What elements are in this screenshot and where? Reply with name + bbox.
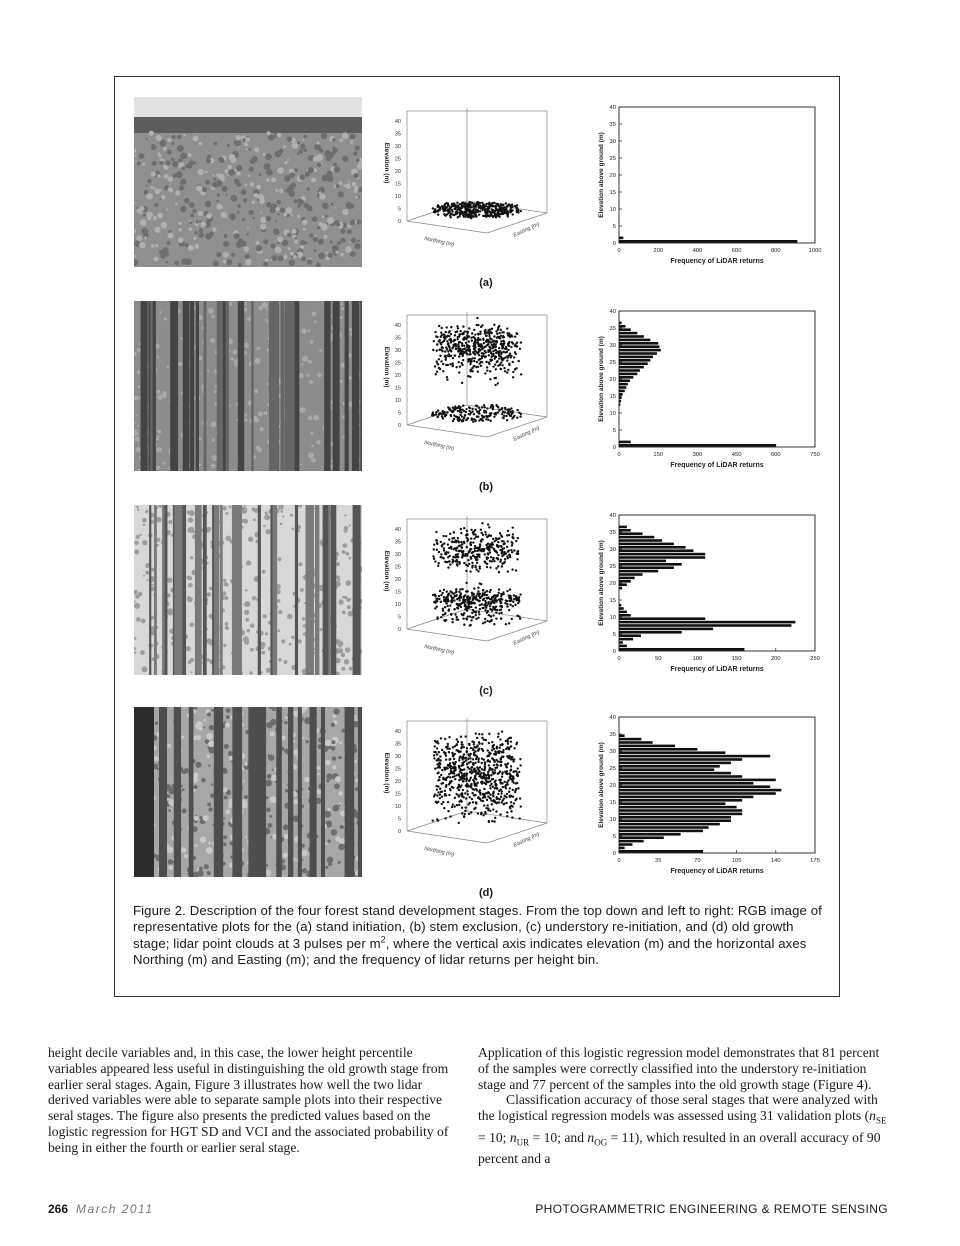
hist-x-tick: 0: [617, 656, 621, 662]
hist-x-tick: 175: [810, 858, 820, 864]
hist-bar: [619, 772, 731, 775]
hist-x-tick: 600: [731, 248, 742, 254]
hist-bar: [619, 634, 641, 637]
hist-x-label: Frequency of LiDAR returns: [670, 666, 764, 673]
hist-bar: [619, 748, 697, 751]
height-histogram: [593, 509, 823, 684]
hist-y-tick: 10: [609, 615, 616, 621]
hist-bar: [619, 570, 658, 573]
hist-y-label: Elevation above ground (m): [598, 132, 605, 218]
hist-y-tick: 15: [609, 598, 616, 604]
hist-bar: [619, 369, 640, 372]
hist-bar: [619, 580, 631, 583]
cloud-tick: 20: [394, 577, 401, 583]
hist-bar: [619, 806, 737, 809]
hist-x-tick: 0: [617, 452, 621, 458]
hist-bar: [619, 607, 624, 610]
hist-bar: [619, 782, 753, 785]
point-cloud: [377, 307, 557, 472]
hist-y-tick: 35: [609, 530, 616, 536]
hist-bar: [619, 577, 635, 580]
hist-x-tick: 600: [770, 452, 781, 458]
cloud-tick: 15: [394, 181, 401, 188]
hist-y-tick: 10: [609, 817, 616, 823]
body-left-column: [48, 1045, 463, 1156]
hist-bar: [619, 641, 623, 644]
cloud-tick: 15: [394, 589, 401, 596]
hist-bar: [619, 553, 705, 556]
hist-x-tick: 1000: [808, 248, 822, 254]
figure-2: [114, 76, 840, 997]
hist-bar: [619, 583, 627, 586]
cloud-x-label: Northing (m): [423, 439, 455, 453]
hist-bar: [619, 390, 625, 393]
hist-bar: [619, 526, 627, 529]
cloud-tick: 10: [394, 398, 401, 404]
hist-bar: [619, 755, 770, 758]
hist-bar: [619, 741, 653, 744]
hist-bar: [619, 648, 744, 651]
cloud-tick: 20: [394, 779, 401, 785]
hist-bar: [619, 758, 742, 761]
hist-x-tick: 150: [731, 656, 742, 662]
hist-bar: [619, 356, 653, 359]
cloud-tick: 30: [394, 754, 401, 760]
height-histogram: [593, 711, 823, 886]
page-footer-left: [48, 1202, 154, 1216]
stand-photo: [134, 301, 362, 471]
hist-x-tick: 100: [692, 656, 703, 662]
hist-x-tick: 35: [654, 858, 662, 864]
hist-bar: [619, 539, 662, 542]
hist-bar: [619, 843, 632, 846]
hist-bar: [619, 799, 742, 802]
hist-y-tick: 25: [609, 564, 616, 570]
cloud-tick: 35: [394, 131, 401, 138]
hist-bar: [619, 813, 742, 816]
hist-bar: [619, 779, 776, 782]
hist-x-tick: 0: [617, 858, 621, 864]
hist-y-tick: 25: [609, 766, 616, 772]
figure-caption: Figure 2. Description of the four forest stand development stages. From the top down and left to right: RGB image of representative plots for the (a) stand initiation, (b) stem exclusion, (c) understory re-initiation, and (d) old growth stage; lidar point clouds at 3 pulses per $m^2$, where the vertical axis indicates elevation (m) and the horizontal axes Northing (m) and Easting (m); and the frequency of lidar returns per height bin.: [133, 903, 822, 968]
cloud-tick: 30: [394, 552, 401, 558]
hist-bar: [619, 403, 620, 406]
hist-x-label: Frequency of LiDAR returns: [670, 868, 764, 875]
cloud-z-label: Easting (m): [512, 221, 541, 239]
hist-bar: [619, 847, 625, 850]
hist-x-tick: 50: [654, 656, 662, 662]
hist-bar: [619, 819, 731, 822]
hist-bar: [619, 566, 674, 569]
hist-bar: [619, 617, 705, 620]
hist-x-tick: 200: [770, 656, 781, 662]
hist-x-tick: 250: [810, 656, 820, 662]
hist-y-tick: 20: [609, 783, 616, 789]
cloud-tick: 10: [394, 602, 401, 608]
cloud-tick: 5: [397, 206, 401, 213]
hist-y-tick: 20: [609, 581, 616, 587]
hist-y-tick: 40: [609, 715, 616, 721]
hist-bar: [619, 816, 731, 819]
cloud-tick: 5: [397, 614, 401, 621]
hist-y-tick: 30: [609, 343, 616, 349]
cloud-z-label: Easting (m): [512, 425, 541, 443]
hist-y-tick: 15: [609, 800, 616, 806]
hist-bar: [619, 751, 725, 754]
cloud-y-label: Elevation (m): [383, 346, 390, 388]
hist-bar: [619, 529, 631, 532]
stand-photo: [134, 707, 362, 877]
hist-bar: [619, 379, 630, 382]
hist-bar: [619, 631, 682, 634]
cloud-tick: 15: [394, 385, 401, 392]
hist-bar: [619, 563, 682, 566]
hist-y-tick: 0: [612, 445, 616, 451]
hist-bar: [619, 638, 633, 641]
hist-y-tick: 35: [609, 326, 616, 332]
hist-y-tick: 40: [609, 309, 616, 315]
cloud-tick: 0: [397, 829, 401, 835]
cloud-y-label: Elevation (m): [383, 752, 390, 794]
hist-bar: [619, 830, 703, 833]
hist-bar: [619, 396, 622, 399]
point-cloud: [377, 713, 557, 878]
hist-bar: [619, 614, 631, 617]
hist-bar: [619, 611, 627, 614]
hist-x-tick: 105: [731, 858, 742, 864]
hist-bar: [619, 621, 795, 624]
hist-y-label: Elevation above ground (m): [598, 742, 605, 828]
stand-photo: [134, 97, 362, 267]
hist-bar: [619, 604, 621, 607]
hist-bar: [619, 823, 720, 826]
hist-y-tick: 5: [612, 834, 616, 840]
hist-bar: [619, 240, 797, 243]
cloud-tick: 0: [397, 219, 401, 225]
hist-y-tick: 30: [609, 139, 616, 145]
hist-x-tick: 450: [731, 452, 742, 458]
hist-y-tick: 40: [609, 105, 616, 111]
cloud-z-label: Easting (m): [512, 831, 541, 849]
hist-bar: [619, 573, 643, 576]
cloud-tick: 20: [394, 373, 401, 379]
hist-bar: [619, 785, 770, 788]
cloud-tick: 35: [394, 539, 401, 546]
hist-x-tick: 750: [810, 452, 820, 458]
hist-x-tick: 800: [770, 248, 781, 254]
hist-y-tick: 20: [609, 377, 616, 383]
hist-bar: [619, 775, 742, 778]
cloud-y-label: Elevation (m): [383, 142, 390, 184]
hist-y-tick: 20: [609, 173, 616, 179]
hist-bar: [619, 328, 631, 331]
cloud-tick: 30: [394, 144, 401, 150]
hist-x-label: Frequency of LiDAR returns: [670, 258, 764, 265]
hist-bar: [619, 335, 644, 338]
hist-y-tick: 15: [609, 190, 616, 196]
cloud-tick: 5: [397, 816, 401, 823]
hist-bar: [619, 789, 781, 792]
cloud-tick: 0: [397, 627, 401, 633]
hist-bar: [619, 441, 631, 444]
hist-bar: [619, 560, 666, 563]
hist-bar: [619, 393, 623, 396]
hist-bar: [619, 765, 720, 768]
hist-bar: [619, 624, 791, 627]
hist-bar: [619, 738, 641, 741]
hist-y-tick: 5: [612, 428, 616, 434]
cloud-tick: 20: [394, 169, 401, 175]
hist-bar: [619, 536, 654, 539]
hist-y-tick: 15: [609, 394, 616, 400]
hist-bar: [619, 850, 703, 853]
journal-name: PHOTOGRAMMETRIC ENGINEERING & REMOTE SENSING: [535, 1202, 888, 1216]
hist-bar: [619, 444, 776, 447]
hist-bar: [619, 792, 776, 795]
height-histogram: [593, 305, 823, 480]
cloud-tick: 25: [394, 564, 401, 571]
hist-y-tick: 0: [612, 649, 616, 655]
hist-y-tick: 10: [609, 411, 616, 417]
hist-y-tick: 25: [609, 360, 616, 366]
hist-x-tick: 150: [653, 452, 664, 458]
hist-bar: [619, 376, 633, 379]
hist-bar: [619, 352, 657, 355]
hist-bar: [619, 549, 693, 552]
hist-y-label: Elevation above ground (m): [598, 540, 605, 626]
hist-bar: [619, 826, 709, 829]
hist-bar: [619, 400, 621, 403]
hist-bar: [619, 322, 622, 325]
hist-bar: [619, 532, 643, 535]
hist-bar: [619, 345, 660, 348]
hist-x-tick: 300: [692, 452, 703, 458]
cloud-tick: 40: [394, 527, 401, 533]
hist-y-tick: 10: [609, 207, 616, 213]
hist-y-tick: 30: [609, 749, 616, 755]
hist-bar: [619, 762, 731, 765]
hist-y-tick: 35: [609, 122, 616, 128]
body-paragraph-right-2: Classification accuracy of those seral stages that were analyzed with the logistical regression models was assessed using 31 validation plots ($n_{SE} = 10$; $n_{UR} = 10$; and $n_{OG} = 11$), which resulted in an overall accuracy of 90 percent and a: [478, 1092, 887, 1167]
cloud-y-label: Elevation (m): [383, 550, 390, 592]
issue-date: March 2011: [76, 1202, 154, 1216]
body-paragraph-right-1: Application of this logistic regression model demonstrates that 81 percent of the samples were correctly classified into the understory re-initiation stage and 77 percent of the samples into the old growth stage (Figure 4).: [478, 1045, 880, 1092]
hist-bar: [619, 836, 664, 839]
height-histogram: [593, 101, 823, 276]
hist-x-tick: 70: [694, 858, 701, 864]
body-right-column: [478, 1045, 893, 1167]
panel-label: (b): [478, 481, 494, 493]
hist-bar: [619, 587, 622, 590]
hist-x-label: Frequency of LiDAR returns: [670, 462, 764, 469]
cloud-tick: 25: [394, 766, 401, 773]
hist-x-tick: 200: [653, 248, 664, 254]
hist-bar: [619, 362, 648, 365]
hist-y-tick: 40: [609, 513, 616, 519]
panel-label: (a): [479, 277, 493, 289]
hist-bar: [619, 386, 626, 389]
hist-bar: [619, 802, 725, 805]
hist-bar: [619, 366, 644, 369]
cloud-tick: 35: [394, 335, 401, 342]
hist-bar: [619, 840, 644, 843]
hist-bar: [619, 768, 714, 771]
hist-bar: [619, 745, 675, 748]
hist-bar: [619, 332, 637, 335]
cloud-tick: 25: [394, 156, 401, 163]
cloud-x-label: Northing (m): [423, 643, 455, 657]
hist-bar: [619, 383, 628, 386]
hist-y-tick: 5: [612, 632, 616, 638]
cloud-tick: 25: [394, 360, 401, 367]
hist-x-tick: 0: [617, 248, 621, 254]
cloud-z-label: Easting (m): [512, 629, 541, 647]
panel-label: (c): [479, 685, 493, 697]
hist-bar: [619, 734, 625, 737]
body-paragraph-left: height decile variables and, in this case, the lower height percentile variables appeared less useful in distinguishing the old growth stage from earlier seral stages. Again, Figure 3 illustrates how well the two lidar derived variables were able to separate sample plots into their respective seral stages. The figure also presents the predicted values based on the logistic regression for HGT SD and VCI and the associated probability of being in either the fourth or earlier seral stage.: [48, 1045, 449, 1155]
cloud-tick: 15: [394, 791, 401, 798]
hist-bar: [619, 359, 650, 362]
hist-y-tick: 5: [612, 224, 616, 230]
hist-y-tick: 30: [609, 547, 616, 553]
hist-y-tick: 35: [609, 732, 616, 738]
page-number: 266: [48, 1202, 69, 1216]
cloud-tick: 0: [397, 423, 401, 429]
hist-bar: [619, 645, 627, 648]
hist-bar: [619, 237, 623, 240]
hist-bar: [619, 342, 658, 345]
hist-y-tick: 0: [612, 851, 616, 857]
panel-label: (d): [478, 887, 494, 899]
hist-bar: [619, 543, 674, 546]
hist-bar: [619, 349, 661, 352]
hist-bar: [619, 373, 637, 376]
cloud-x-label: Northing (m): [423, 845, 455, 859]
hist-bar: [619, 796, 753, 799]
hist-x-tick: 140: [770, 858, 781, 864]
hist-y-label: Elevation above ground (m): [598, 336, 605, 422]
cloud-tick: 5: [397, 410, 401, 417]
hist-x-tick: 400: [692, 248, 703, 254]
hist-bar: [619, 325, 626, 328]
hist-bar: [619, 339, 650, 342]
hist-y-tick: 25: [609, 156, 616, 162]
hist-y-tick: 0: [612, 241, 616, 247]
hist-bar: [619, 556, 705, 559]
cloud-tick: 35: [394, 741, 401, 748]
cloud-x-label: Northing (m): [423, 235, 455, 249]
cloud-tick: 10: [394, 804, 401, 810]
cloud-tick: 40: [394, 729, 401, 735]
cloud-tick: 10: [394, 194, 401, 200]
hist-bar: [619, 809, 742, 812]
cloud-tick: 40: [394, 119, 401, 125]
hist-bar: [619, 546, 686, 549]
cloud-tick: 30: [394, 348, 401, 354]
point-cloud: [377, 511, 557, 676]
hist-bar: [619, 628, 713, 631]
cloud-tick: 40: [394, 323, 401, 329]
hist-bar: [619, 833, 681, 836]
stand-photo: [134, 505, 362, 675]
point-cloud: [377, 103, 557, 268]
